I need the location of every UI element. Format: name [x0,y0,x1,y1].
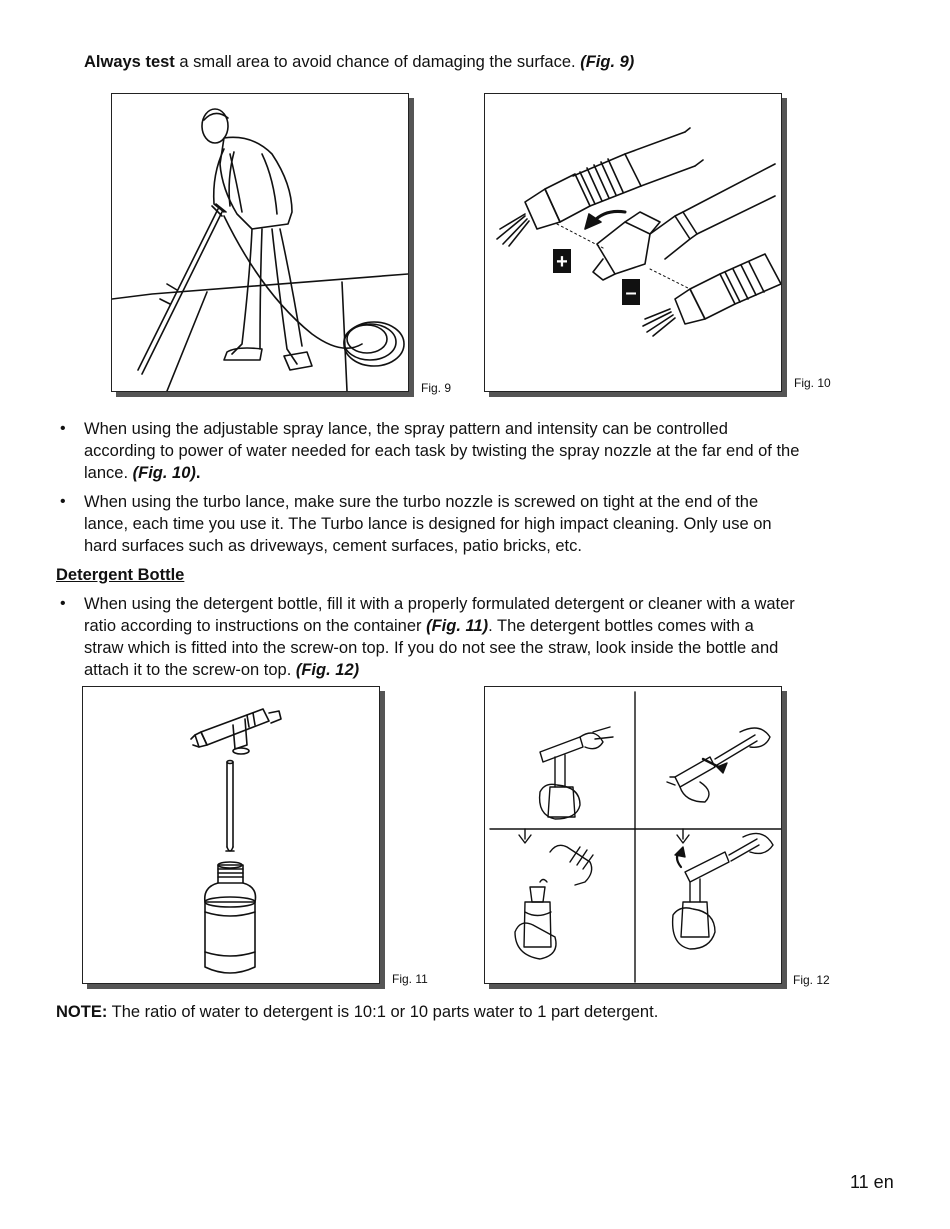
bullet-3-line-4a: attach it to the screw-on top. [84,661,296,679]
intro-bold: Always test [84,53,175,71]
bullet-3-line-1: When using the detergent bottle, fill it with a properly formulated detergent or cleaner with a water [84,595,795,613]
bullet-1-line-3 [84,462,200,484]
bullet-2-marker: • [60,493,66,510]
note-label: NOTE: [56,1003,108,1021]
bullet-3-line-2b: . The detergent bottles comes with a [488,617,754,635]
figure-10-frame [484,93,782,392]
nozzle-adjustment-illustration [485,94,781,391]
page-number: 11 en [850,1172,894,1192]
figure-11-frame [82,686,380,984]
bullet-3-ref-fig11: (Fig. 11) [426,617,489,635]
bullet-3-line-3: straw which is fitted into the screw-on top. If you do not see the straw, look inside the bottle and [84,639,779,657]
intro-text: a small area to avoid chance of damaging the surface. [174,53,581,71]
bullet-1-end: . [195,464,201,482]
detergent-bottle-exploded-illustration [83,687,379,983]
bullet-2-line-2: lance, each time you use it. The Turbo lance is designed for high impact cleaning. Only use on [84,515,772,533]
figure-11-caption: Fig. 11 [392,972,428,986]
bullet-3-line-2 [84,615,754,637]
bullet-1-line-3-text: lance. [84,464,133,482]
figure-9-frame [111,93,409,392]
figure-10-caption: Fig. 10 [794,376,831,390]
bullet-1-ref: (Fig. 10) [132,464,196,482]
figure-12-caption: Fig. 12 [793,973,830,987]
straw-attachment-steps-illustration [485,687,781,983]
plus-sign: + [556,251,568,273]
bullet-3-line-2a: ratio according to instructions on the container [84,617,427,635]
person-spraying-illustration [112,94,408,391]
bullet-1-line-1: When using the adjustable spray lance, the spray pattern and intensity can be controlled [84,420,728,438]
note-text: The ratio of water to detergent is 10:1 or 10 parts water to 1 part detergent. [107,1003,659,1021]
note-line [56,1001,658,1023]
bullet-1-line-2: according to power of water needed for each task by twisting the spray nozzle at the far end of the [84,442,800,460]
section-heading: Detergent Bottle [56,566,185,584]
bullet-2-line-3: hard surfaces such as driveways, cement surfaces, patio bricks, etc. [84,537,582,555]
intro-ref: (Fig. 9) [580,53,635,71]
figure-9-caption: Fig. 9 [421,381,452,395]
figure-12-frame [484,686,782,984]
minus-sign: – [625,282,637,304]
intro-line [84,51,634,73]
bullet-3-marker: • [60,595,66,612]
bullet-2-line-1: When using the turbo lance, make sure the turbo nozzle is screwed on tight at the end of the [84,493,759,511]
bullet-1-marker: • [60,420,66,437]
bullet-3-line-4 [84,659,359,681]
bullet-3-ref-fig12: (Fig. 12) [295,661,360,679]
